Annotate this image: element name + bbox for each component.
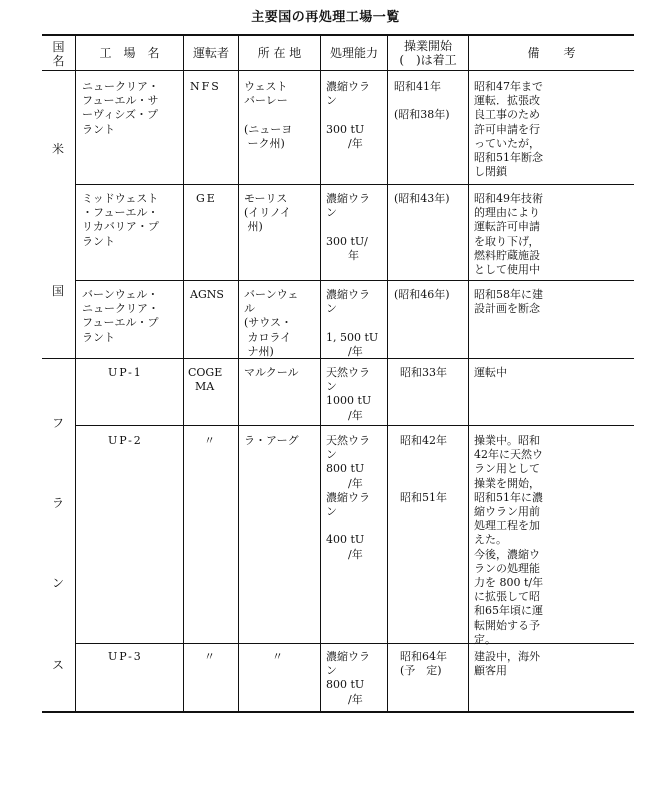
remarks-cell: 昭和49年技術 的理由により 運転許可申請 を取り下げ， 燃料貯蔵施設 として使用中 <box>474 192 543 277</box>
table-bottom-rule <box>42 711 634 713</box>
capacity-cell: 天然ウラ ン 800 tU /年 濃縮ウラ ン 400 tU /年 <box>326 434 370 561</box>
capacity-cell: 濃縮ウラ ン 300 tU /年 <box>326 80 370 150</box>
start-cell: 昭和64年 (予 定) <box>400 650 447 678</box>
column-rule <box>320 34 321 712</box>
header-location: 所 在 地 <box>257 46 302 60</box>
row-rule <box>75 643 634 644</box>
header-capacity: 処理能力 <box>329 46 378 60</box>
remarks-cell: 運転中 <box>474 366 507 379</box>
header-start: 操業開始 ( )は着工 <box>399 39 457 67</box>
column-rule <box>183 34 184 712</box>
header-bottom-rule <box>42 70 634 71</box>
location-cell: 〃 <box>272 650 283 663</box>
column-rule <box>75 34 76 712</box>
location-cell: ラ・アーグ <box>244 434 299 447</box>
capacity-cell: 濃縮ウラ ン 1, 500 tU /年 <box>326 288 379 358</box>
plant-name-cell: UP-2 <box>108 434 143 447</box>
plant-name-cell: UP-3 <box>108 650 143 663</box>
plant-name-cell: バーンウェル・ ニュークリア・ フューエル・プ ラント <box>82 288 159 344</box>
remarks-cell: 操業中。昭和 42年に天然ウ ラン用として 操業を開始， 昭和51年に濃 縮ウラン用前 処理工程を加 えた。 今後，濃縮ウ ランの処理能 力を 800 t/年 に拡張して昭 和65年頃に運 転開始する予 定。 <box>474 434 544 646</box>
row-rule <box>75 184 634 185</box>
start-cell: 昭和42年 昭和51年 <box>400 434 447 504</box>
remarks-cell: 建設中，海外 顧客用 <box>474 650 540 678</box>
capacity-cell: 天然ウラ ン 1000 tU /年 <box>326 366 372 422</box>
country-france-char: ス <box>51 658 64 672</box>
header-country: 国 名 <box>52 40 65 68</box>
remarks-cell: 昭和58年に建 設計画を断念 <box>474 288 543 316</box>
header-plant-name: 工 場 名 <box>99 46 160 60</box>
operator-cell: AGNS <box>190 288 224 301</box>
header-operator: 運転者 <box>192 46 229 60</box>
row-rule <box>75 280 634 281</box>
capacity-cell: 濃縮ウラ ン 300 tU/ 年 <box>326 192 370 262</box>
row-rule <box>75 425 634 426</box>
capacity-cell: 濃縮ウラ ン 800 tU /年 <box>326 650 370 706</box>
operator-cell: GE <box>196 192 217 205</box>
operator-cell: COGE MA <box>188 366 223 394</box>
country-us-char: 国 <box>51 284 64 298</box>
country-france-char: ラ <box>51 496 64 510</box>
operator-cell: 〃 <box>204 434 215 447</box>
country-us-char: 米 <box>51 142 64 156</box>
remarks-cell: 昭和47年まで 運転．拡張改 良工事のため 許可申請を行 っていたが， 昭和51年断念 し閉鎖 <box>474 80 543 179</box>
country-france-char: ン <box>51 576 64 590</box>
page-title: 主要国の再処理工場一覧 <box>251 10 400 25</box>
column-rule <box>468 34 469 712</box>
table-top-rule <box>42 34 634 36</box>
plant-name-cell: ニュークリア・ フューエル・サ ーヴィシズ・プ ラント <box>82 80 159 136</box>
operator-cell: NFS <box>190 80 221 93</box>
plant-name-cell: ミッドウェスト ・フューエル・ リカバリア・プ ラント <box>82 192 159 248</box>
location-cell: ウェスト バーレー (ニューヨ ーク州) <box>244 80 293 150</box>
operator-cell: 〃 <box>204 650 215 663</box>
plant-name-cell: UP-1 <box>108 366 143 379</box>
location-cell: バーンウェ ル (サウス・ カロライ ナ州) <box>244 288 299 358</box>
location-cell: モーリス (イリノイ 州) <box>244 192 291 234</box>
column-rule <box>238 34 239 712</box>
column-rule <box>387 34 388 712</box>
location-cell: マルクール <box>244 366 299 379</box>
start-cell: 昭和41年 (昭和38年) <box>394 80 450 122</box>
start-cell: (昭和43年) <box>394 192 450 205</box>
header-remarks: 備 考 <box>527 46 576 60</box>
start-cell: 昭和33年 <box>400 366 447 379</box>
country-france-char: フ <box>51 416 64 430</box>
start-cell: (昭和46年) <box>394 288 450 301</box>
